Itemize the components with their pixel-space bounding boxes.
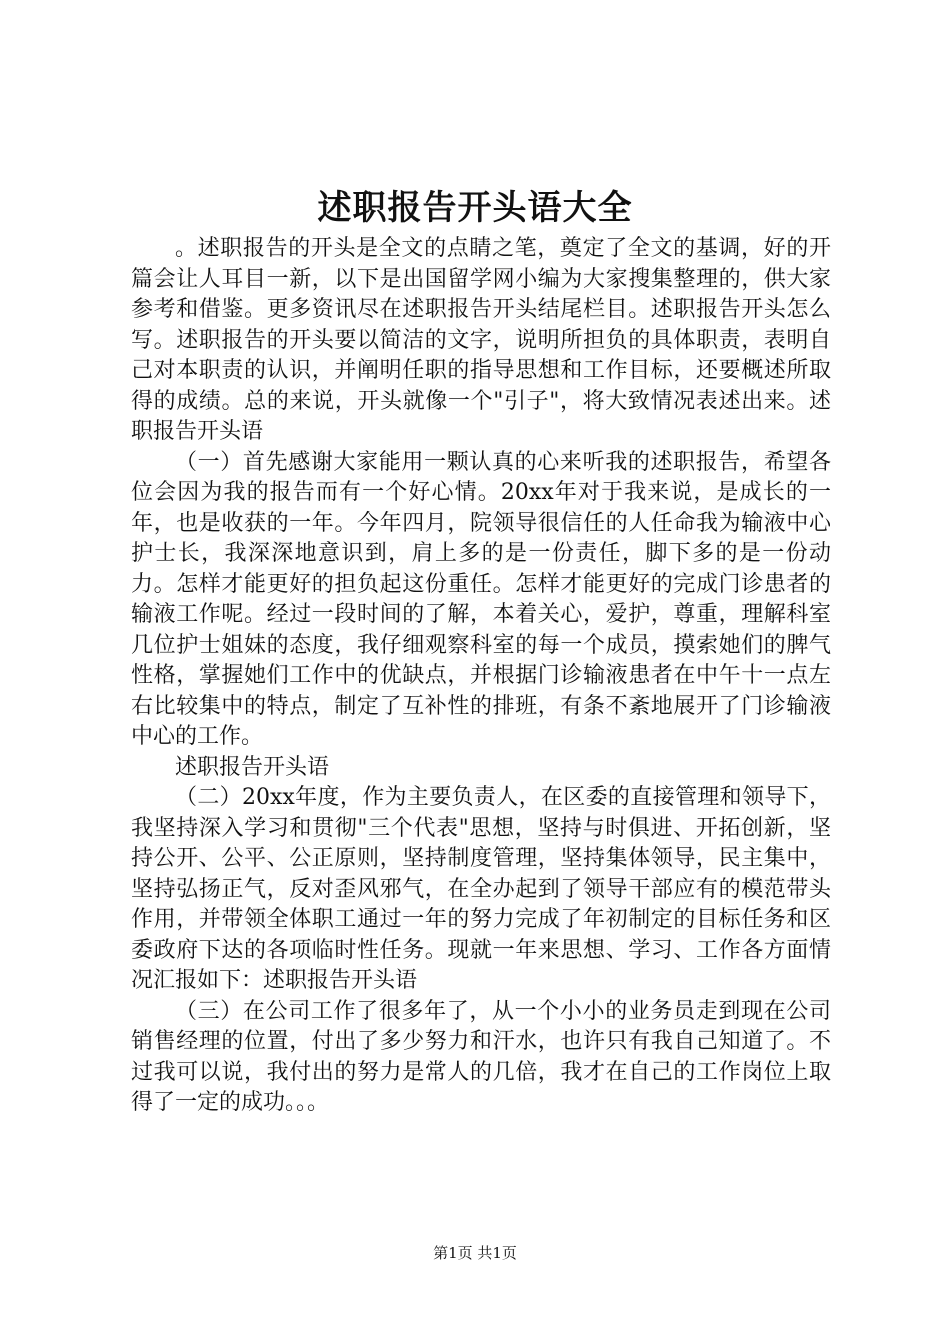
paragraph-intro: 。述职报告的开头是全文的点睛之笔，奠定了全文的基调，好的开篇会让人耳目一新，以下是出国留学网小编为大家搜集整理的，供大家参考和借鉴。更多资讯尽在述职报告开头结尾栏目。述职报告开头怎么写。述职报告的开头要以简洁的文字，说明所担负的具体职责，表明自己对本职责的认识，并阐明任职的指导思想和工作目标，还要概述所取得的成绩。总的来说，开头就像一个"引子"，将大致情况表述出来。述职报告开头语 bbox=[131, 236, 831, 444]
paragraph-three: （三）在公司工作了很多年了，从一个小小的业务员走到现在公司销售经理的位置，付出了多少努力和汗水，也许只有我自己知道了。不过我可以说，我付出的努力是常人的几倍，我才在自己的工作岗位上取得了一定的成功。。。 bbox=[131, 998, 831, 1115]
document-title: 述职报告开头语大全 bbox=[317, 188, 633, 228]
paragraph-two: （二）20xx年度，作为主要负责人，在区委的直接管理和领导下，我坚持深入学习和贯彻"三个代表"思想，坚持与时俱进、开拓创新，坚持公开、公平、公正原则，坚持制度管理，坚持集体领导，民主集中，坚持弘扬正气，反对歪风邪气，在全办起到了领导干部应有的模范带头作用，并带领全体职工通过一年的努力完成了年初制定的目标任务和区委政府下达的各项临时性任务。现就一年来思想、学习、工作各方面情况汇报如下：述职报告开头语 bbox=[131, 785, 831, 993]
section-heading: 述职报告开头语 bbox=[175, 754, 330, 780]
paragraph-one: （一）首先感谢大家能用一颗认真的心来听我的述职报告，希望各位会因为我的报告而有一个好心情。20xx年对于我来说，是成长的一年，也是收获的一年。今年四月，院领导很信任的人任命我为输液中心护士长，我深深地意识到，肩上多的是一份责任，脚下多的是一份动力。怎样才能更好的担负起这份重任。怎样才能更好的完成门诊患者的输液工作呢。经过一段时间的了解，本着关心，爱护，尊重，理解科室几位护士姐妹的态度，我仔细观察科室的每一个成员，摸索她们的脾气性格，掌握她们工作中的优缺点，并根据门诊输液患者在中午十一点左右比较集中的特点，制定了互补性的排班，有条不紊地展开了门诊输液中心的工作。 bbox=[131, 449, 831, 749]
page-footer: 第1页 共1页 bbox=[433, 1244, 517, 1262]
document-body bbox=[131, 234, 831, 1119]
